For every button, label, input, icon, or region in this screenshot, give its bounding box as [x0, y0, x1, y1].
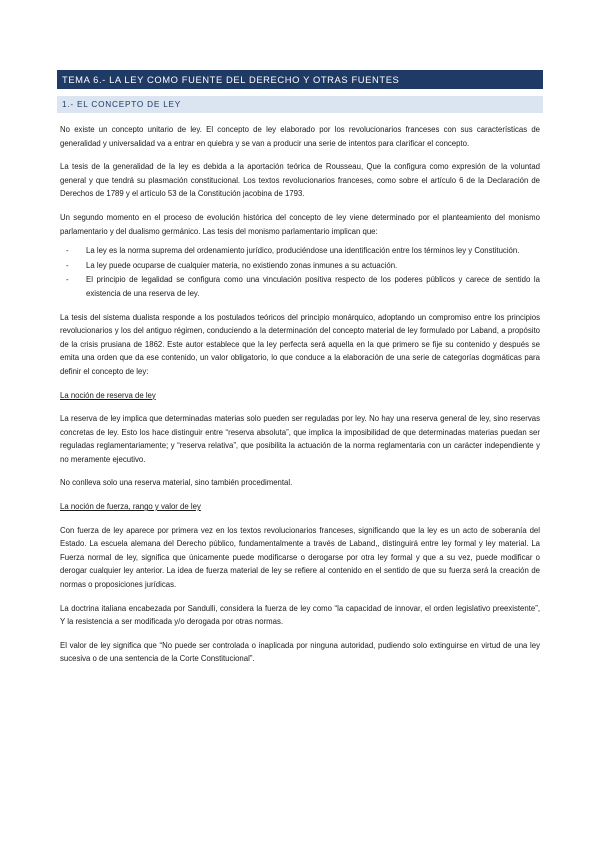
subheading-reserva: La noción de reserva de ley [60, 390, 156, 400]
paragraph: La tesis del sistema dualista responde a los postulados teóricos del principio monárquico, adoptando un compromiso entre los principios revolucionarios y los del antiguo régimen, conduciendo a la determinación del concepto material de ley formulado por Laband, a propósito de la crisis prusiana de 1862. Este autor establece que la ley perfecta será aquella en la que primero se fije su contenido y después se emita una orden que da ese contenido, un valor obligatorio, lo que conduce a la elaboración de una serie de categorías dogmáticas para definir el concepto de ley: [60, 312, 540, 376]
dash-bullet: - [66, 275, 69, 285]
paragraph: La doctrina italiana encabezada por Sandulli, considera la fuerza de ley como “la capacidad de innovar, el orden legislativo preexistente”, Y la resistencia a ser modificada y/o derogada por otras normas. [60, 603, 540, 627]
list-item [60, 244, 540, 258]
list-item [60, 273, 540, 300]
paragraph: Un segundo momento en el proceso de evolución histórica del concepto de ley viene determinado por el planteamiento del monismo parlamentario y del dualismo germánico. Las tesis del monismo parlamentario implican que: [60, 212, 540, 236]
dash-bullet: - [66, 246, 69, 256]
paragraph: Con fuerza de ley aparece por primera vez en los textos revolucionarios franceses, significando que la ley es un acto de soberanía del Estado. La escuela alemana del Derecho público, fundamentalmente a través de Laband,, distinguirá entre ley formal y ley material. La Fuerza normal de ley, significa que únicamente puede modificarse o derogarse por otra ley formal y que a su vez, puede modificar o derogar cualquier ley anterior. La idea de fuerza material de ley se refiere al contenido en el sentido de que su fuerza será la creación de normas o proposiciones jurídicas. [60, 525, 540, 590]
bullet-list [60, 244, 540, 300]
chapter-title: TEMA 6.- LA LEY COMO FUENTE DEL DERECHO Y OTRAS FUENTES [57, 70, 543, 89]
paragraph: No existe un concepto unitario de ley. El concepto de ley elaborado por los revolucionarios franceses con sus características de generalidad y universalidad va a entrar en quiebra y se van a producir una serie de intentos para clarificar el concepto. [60, 125, 540, 148]
list-item-text: La ley puede ocuparse de cualquier materia, no existiendo zonas inmunes a su actuación. [86, 260, 398, 270]
document-body [60, 123, 540, 666]
list-item [60, 259, 540, 273]
paragraph: El valor de ley significa que “No puede ser controlada o inaplicada por ninguna autoridad, pudiendo solo extinguirse en virtud de una ley sucesiva o de una sentencia de la Corte Constitucional”. [60, 640, 540, 664]
paragraph: No conlleva solo una reserva material, sino también procedimental. [60, 478, 293, 488]
dash-bullet: - [66, 260, 69, 270]
subheading-fuerza: La noción de fuerza, rango y valor de ley [60, 502, 201, 512]
list-item-text: El principio de legalidad se configura como una vinculación positiva respecto de los poderes públicos y carece de sentido la existencia de una reserva de ley. [86, 275, 540, 298]
paragraph: La reserva de ley implica que determinadas materias solo pueden ser reguladas por ley. No hay una reserva general de ley, sino reservas concretas de ley. Esto los hace distinguir entre “reserva absoluta”, que implica la imposibilidad de que determinadas materias puedan ser reguladas reglamentariamente; y “reserva relativa”, que posibilita la actuación de la norma reglamentaria con un carácter independiente y no meramente ejecutivo. [60, 414, 540, 464]
section-heading: 1.- EL CONCEPTO DE LEY [57, 96, 543, 113]
list-item-text: La ley es la norma suprema del ordenamiento jurídico, produciéndose una identificación entre los términos ley y Constitución. [86, 246, 520, 256]
paragraph: La tesis de la generalidad de la ley es debida a la aportación teórica de Rousseau, Que la configura como expresión de la voluntad general y que tendrá su plasmación constitucional. Los textos revolucionarios franceses, como sobre el artículo 6 de la Declaración de Derechos de 1789 y el artículo 53 de la Constitución jacobina de 1793. [60, 162, 540, 199]
